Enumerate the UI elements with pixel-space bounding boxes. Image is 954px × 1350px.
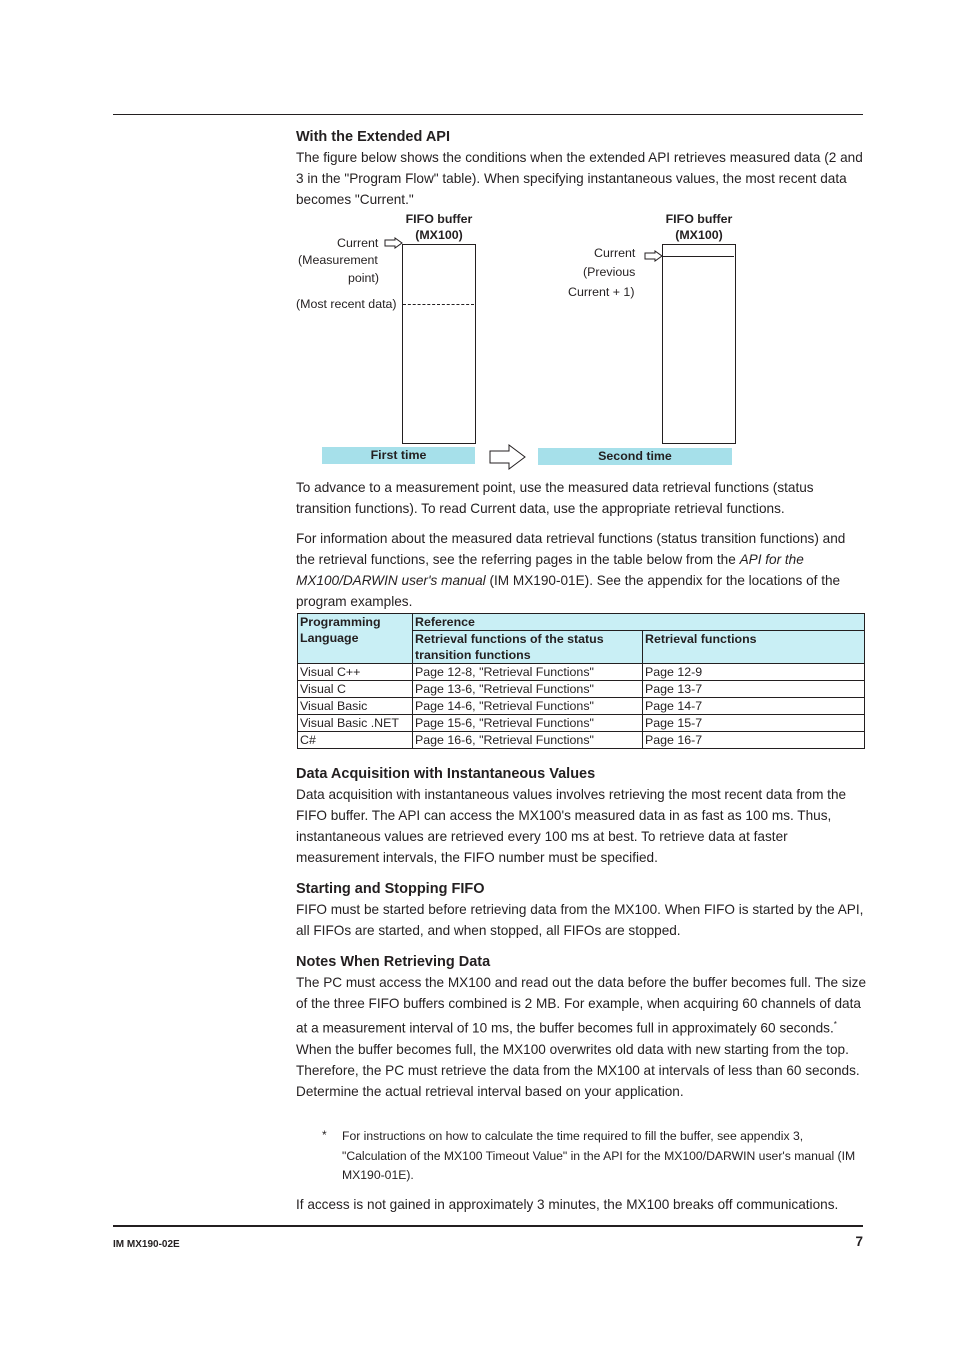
heading-fifo: Starting and Stopping FIFO	[296, 881, 485, 897]
current-plus-label: Current + 1)	[568, 285, 635, 299]
first-current-label: Current	[337, 236, 379, 250]
notes-paragraph: The PC must access the MX100 and read out the data before the buffer becomes full. The size of the three FIFO buffers combined is 2 MB. For example, when acquiring 60 channels of data at a measurement interval of 10 ms, the buffer becomes full in approximately 60 seconds.* When the buffer becomes full, the MX100 overwrites old data with new starting from the top. Therefore, the PC must retrieve the data from the MX100 at intervals of less than 60 seconds. Determine the actual retrieval interval based on your application.	[296, 975, 867, 1099]
transition-arrow-icon	[488, 443, 528, 471]
first-time-caption: First time	[322, 447, 475, 464]
most-recent-label: (Most recent data)	[296, 297, 397, 311]
header-rule	[113, 114, 863, 115]
fifo-paragraph: FIFO must be started before retrieving data from the MX100. When FIFO is started by the API, all FIFOs are started, and when stopped, all FIFOs are stopped.	[296, 902, 864, 938]
measurement-label: (Measurement	[298, 253, 378, 267]
table-row: Visual Basic Page 14-6, "Retrieval Functions" Page 14-7	[298, 698, 865, 715]
first-fifo-buffer	[402, 244, 476, 444]
col-header-reference: Reference	[413, 614, 865, 631]
info-paragraph: For information about the measured data retrieval functions (status transition functions) and the retrieval functions, see the referring pages in the table below from the API for the MX100/DARWIN user's manual (IM MX190-01E). See the appendix for the locations of the program examples.	[296, 531, 846, 609]
final-paragraph: If access is not gained in approximately 3 minutes, the MX100 breaks off communications.	[296, 1197, 839, 1212]
second-time-caption: Second time	[538, 448, 732, 465]
point-label: point)	[348, 271, 379, 285]
advance-paragraph: To advance to a measurement point, use the measured data retrieval functions (status transition functions). To read Current data, use the appropriate retrieval functions.	[296, 480, 814, 516]
instantaneous-paragraph: Data acquisition with instantaneous values involves retrieving the most recent data from the FIFO buffer. The API can access the MX100's measured data in as fast as 100 ms. Thus, instantaneous values are retrieved every 100 ms at best. To retrieve data at faster measurement intervals, the FIFO number must be specified.	[296, 787, 847, 865]
table-row: C# Page 16-6, "Retrieval Functions" Page 16-7	[298, 732, 865, 749]
heading-extended-api: With the Extended API	[296, 129, 451, 145]
footer-rule	[113, 1225, 863, 1227]
col-header-status: Retrieval functions of the status transition functions	[413, 631, 643, 664]
most-recent-dashed-line	[403, 304, 474, 305]
table-row: Visual Basic .NET Page 15-6, "Retrieval Functions" Page 15-7	[298, 715, 865, 732]
table-row: Visual C++ Page 12-8, "Retrieval Functions" Page 12-9	[298, 664, 865, 681]
footnote-mark: *	[322, 1128, 327, 1142]
footnote-ref: *	[833, 1020, 837, 1029]
page-number: 7	[855, 1234, 863, 1249]
footnote-text: For instructions on how to calculate the time required to fill the buffer, see appendix 3, "Calculation of the MX100 Timeout Value" in the API for the MX100/DARWIN user's manual (IM MX190-01E).	[342, 1129, 856, 1182]
table-row: Visual C Page 13-6, "Retrieval Functions" Page 13-7	[298, 681, 865, 698]
second-current-label: Current	[594, 246, 636, 260]
first-buffer-title: FIFO buffer (MX100)	[405, 212, 473, 242]
second-current-arrow-icon	[644, 250, 664, 262]
second-fifo-buffer	[662, 244, 736, 444]
second-buffer-title: FIFO buffer (MX100)	[665, 212, 733, 242]
doc-id: IM MX190-02E	[113, 1239, 180, 1250]
first-current-arrow-icon	[384, 237, 404, 249]
reference-table	[297, 613, 865, 749]
col-header-retrieval: Retrieval functions	[643, 631, 865, 664]
col-header-language: Programming Language	[298, 614, 413, 664]
heading-instantaneous: Data Acquisition with Instantaneous Values	[296, 766, 596, 782]
second-top-line	[663, 256, 734, 257]
intro-paragraph: The figure below shows the conditions when the extended API retrieves measured data (2 and 3 in the "Program Flow" table). When specifying instantaneous values, the most recent data becomes "Current."	[296, 150, 863, 207]
heading-notes: Notes When Retrieving Data	[296, 954, 491, 970]
previous-label: (Previous	[583, 265, 636, 279]
